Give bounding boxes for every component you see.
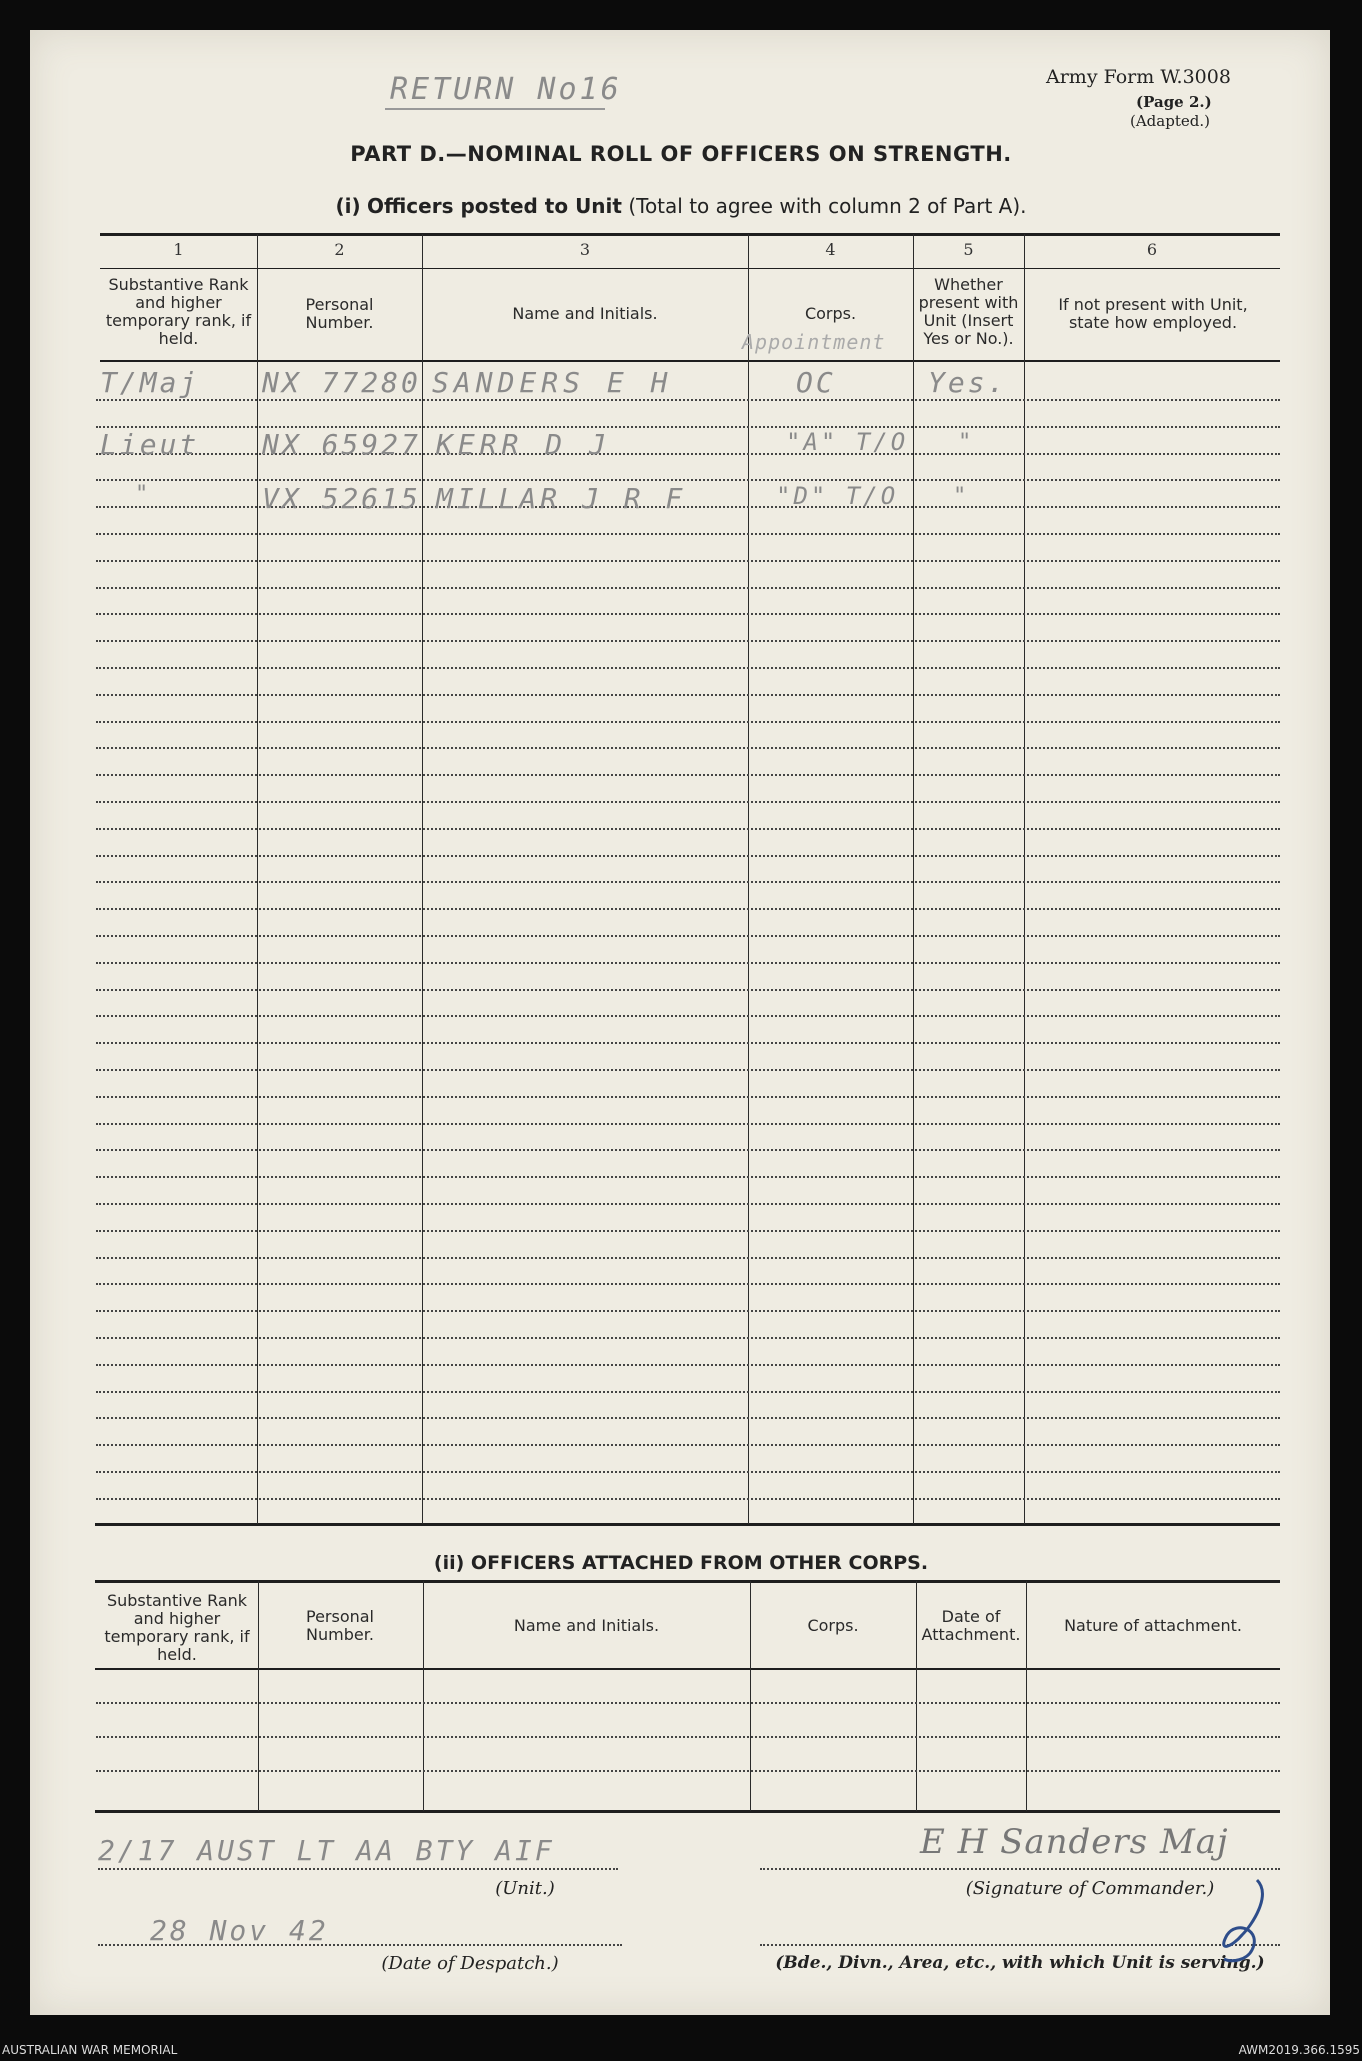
ruled-row-line [96, 962, 1280, 964]
section-1-note: (Total to agree with column 2 of Part A). [628, 194, 1027, 218]
t2-header-name: Name and Initials. [513, 1616, 660, 1635]
table2-header-rule [95, 1668, 1280, 1670]
ruled-row-line [96, 1417, 1280, 1419]
t2-header-personal-number: Personal Number. [305, 1607, 374, 1644]
t2-header-nature: Nature of attachment. [1064, 1616, 1242, 1635]
ruled-row-line [96, 1096, 1280, 1098]
table2-col-divider [258, 1581, 259, 1811]
ruled-row-line [96, 1444, 1280, 1446]
despatch-date-label: (Date of Despatch.) [381, 1953, 559, 1974]
ruled-row-line [96, 935, 1280, 937]
row1-number: NX 77280 [262, 366, 421, 399]
return-note-underline [385, 108, 605, 110]
ruled-row-line [96, 828, 1280, 830]
table1-num-rule [100, 268, 1280, 269]
unit-value: 2/17 AUST LT AA BTY AIF [98, 1834, 555, 1867]
despatch-date-value: 28 Nov 42 [150, 1914, 329, 1947]
corps-overwrite-note: Appointment [742, 330, 886, 354]
table1-bottom-rule [95, 1523, 1280, 1526]
col-header-employment: If not present with Unit, state how employed. [1058, 295, 1248, 332]
table2-col-divider [916, 1581, 917, 1811]
ruled-row-line [96, 747, 1280, 749]
ruled-row-line [96, 721, 1280, 723]
table2-col-divider [423, 1581, 424, 1811]
ruled-row-line [96, 881, 1280, 883]
col-number-6: 6 [1146, 240, 1158, 259]
ruled-row-line [96, 1736, 1280, 1738]
bde-label: (Bde., Divn., Area, etc., with which Unit is serving.) [775, 1953, 1265, 1973]
col-number-2: 2 [334, 240, 345, 259]
ruled-row-line [96, 1257, 1280, 1259]
ruled-row-line [96, 1283, 1280, 1285]
table1-top-rule [100, 233, 1280, 236]
row3-rank: " [135, 482, 152, 507]
table2-col-divider [750, 1581, 751, 1811]
ruled-row-line [96, 399, 1280, 401]
ruled-row-line [96, 1391, 1280, 1393]
row2-name: KERR D J [436, 428, 611, 461]
table2-top-rule [95, 1580, 1280, 1583]
col-header-name: Name and Initials. [512, 304, 658, 323]
ruled-row-line [96, 1203, 1280, 1205]
ruled-row-line [96, 1364, 1280, 1366]
unit-line [98, 1868, 618, 1870]
row3-present: " [953, 484, 970, 509]
ruled-row-line [96, 613, 1280, 615]
col-header-corps: Corps. [804, 304, 857, 323]
form-adapted: (Adapted.) [1130, 112, 1210, 130]
ruled-row-line [96, 1176, 1280, 1178]
despatch-date-line [98, 1944, 622, 1946]
archive-footer [0, 2040, 1362, 2061]
archive-accession-id: AWM2019.366.1595 [1238, 2043, 1360, 2057]
archive-institution: AUSTRALIAN WAR MEMORIAL [2, 2043, 178, 2057]
row2-corps: "A" T/O [786, 428, 909, 456]
ruled-row-line [96, 694, 1280, 696]
return-number-note: RETURN No16 [390, 72, 622, 107]
form-number: Army Form W.3008 [1046, 66, 1231, 88]
ruled-row-line [96, 801, 1280, 803]
ruled-row-line [96, 1123, 1280, 1125]
ruled-row-line [96, 855, 1280, 857]
ruled-row-line [96, 587, 1280, 589]
row1-name: SANDERS E H [432, 366, 673, 399]
signature-line [760, 1868, 1280, 1870]
bde-line [760, 1944, 1280, 1946]
ruled-row-line [96, 1230, 1280, 1232]
ruled-row-line [96, 908, 1280, 910]
ruled-row-line [96, 1471, 1280, 1473]
t2-header-date: Date of Attachment. [921, 1607, 1021, 1644]
row1-present: Yes. [928, 366, 1008, 399]
ink-initial-mark [1212, 1875, 1282, 1965]
ruled-row-line [96, 1310, 1280, 1312]
ruled-row-line [96, 989, 1280, 991]
ruled-row-line [96, 479, 1280, 481]
section-1-bold-label: Officers posted to Unit [366, 194, 622, 218]
col-header-personal-number: Personal Number. [305, 295, 374, 332]
col-number-1: 1 [173, 240, 184, 259]
row3-name: MILLAR J R F [436, 482, 687, 515]
ruled-row-line [96, 1069, 1280, 1071]
ruled-row-line [96, 1498, 1280, 1500]
section-1-heading [0, 194, 1362, 218]
row1-corps: OC [796, 366, 836, 399]
ruled-row-line [96, 560, 1280, 562]
row3-number: VX 52615 [262, 482, 421, 515]
ruled-row-line [96, 667, 1280, 669]
row1-rank: T/Maj [100, 366, 200, 399]
form-title: PART D.—NOMINAL ROLL OF OFFICERS ON STRENGTH. [350, 142, 1012, 166]
ruled-row-line [96, 1770, 1280, 1772]
unit-label: (Unit.) [495, 1878, 555, 1899]
table1-header-rule [100, 360, 1280, 362]
row2-present: " [958, 430, 975, 455]
ruled-row-line [96, 1015, 1280, 1017]
col-header-present: Whether present with Unit (Insert Yes or No.). [918, 275, 1019, 348]
ruled-row-line [96, 640, 1280, 642]
t2-header-rank: Substantive Rank and higher temporary rank, if held. [104, 1591, 250, 1664]
signature-value: E H Sanders Maj [920, 1822, 1229, 1862]
ruled-row-line [96, 1702, 1280, 1704]
ruled-row-line [96, 533, 1280, 535]
table2-bottom-rule [95, 1810, 1280, 1813]
col-number-5: 5 [963, 240, 974, 259]
ruled-row-line [96, 1149, 1280, 1151]
section-1-prefix: (i) [335, 194, 361, 218]
form-page-number: (Page 2.) [1136, 93, 1212, 111]
col-number-3: 3 [579, 240, 591, 259]
col-number-4: 4 [825, 240, 836, 259]
ruled-row-line [96, 774, 1280, 776]
signature-label: (Signature of Commander.) [965, 1878, 1215, 1899]
ruled-row-line [96, 1042, 1280, 1044]
table2-col-divider [1026, 1581, 1027, 1811]
row2-number: NX 65927 [262, 428, 421, 461]
col-header-rank: Substantive Rank and higher temporary rank, if held. [105, 275, 252, 348]
section-2-title: (ii) OFFICERS ATTACHED FROM OTHER CORPS. [433, 1552, 929, 1574]
row3-corps: "D" T/O [776, 482, 899, 510]
ruled-row-line [96, 1337, 1280, 1339]
row2-rank: Lieut [100, 428, 200, 461]
t2-header-corps: Corps. [807, 1616, 859, 1635]
